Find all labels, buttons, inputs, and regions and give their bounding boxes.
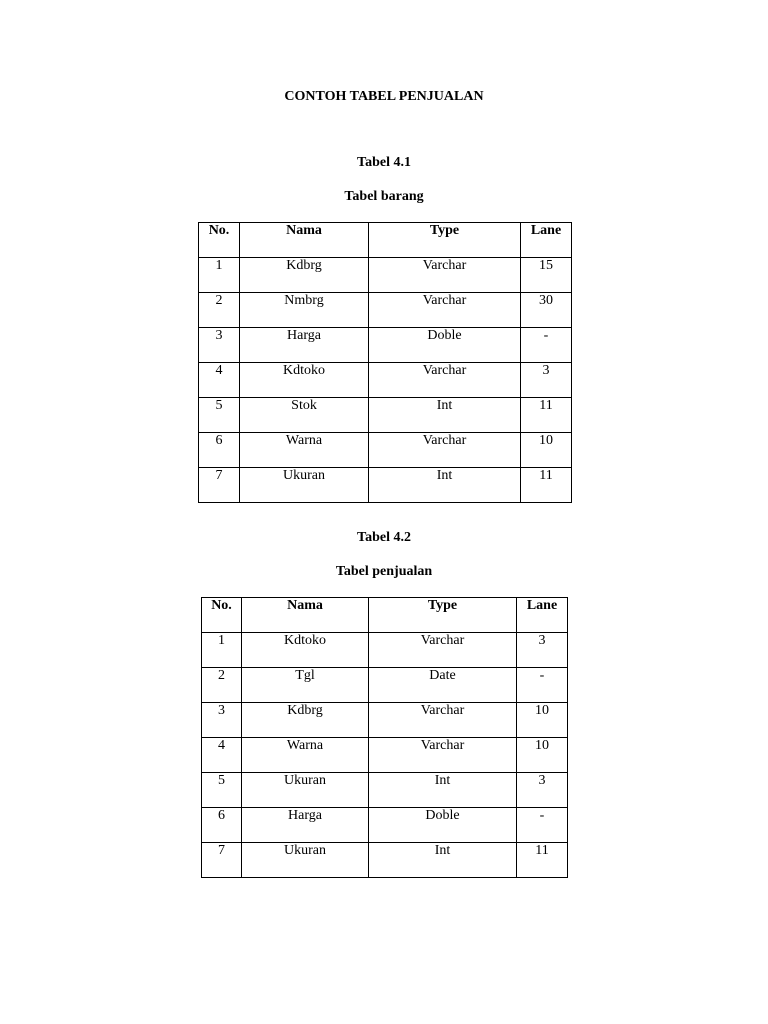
table-row [199,433,572,468]
cell-nama: Ukuran [242,773,369,808]
cell-lane: 10 [521,433,572,468]
page-title: CONTOH TABEL PENJUALAN [284,89,484,104]
cell-no: 5 [199,398,240,433]
cell-nama: Kdbrg [240,258,369,293]
table-row [199,293,572,328]
header-no: No. [199,223,240,258]
cell-no: 3 [202,703,242,738]
table-2-number: Tabel 4.2 [357,530,411,545]
cell-lane: 11 [521,468,572,503]
cell-no: 4 [202,738,242,773]
cell-no: 6 [199,433,240,468]
table-header-row [202,598,568,633]
table-1-number: Tabel 4.1 [357,155,411,170]
cell-nama: Warna [242,738,369,773]
cell-lane: 11 [517,843,568,878]
cell-type: Doble [369,808,517,843]
table-row [199,398,572,433]
cell-type: Varchar [369,633,517,668]
header-nama: Nama [242,598,369,633]
cell-type: Varchar [369,363,521,398]
cell-lane: - [521,328,572,363]
table-row [202,703,568,738]
cell-lane: 10 [517,703,568,738]
cell-type: Int [369,773,517,808]
cell-no: 6 [202,808,242,843]
cell-nama: Kdtoko [242,633,369,668]
cell-lane: - [517,808,568,843]
cell-no: 1 [202,633,242,668]
cell-type: Date [369,668,517,703]
header-type: Type [369,223,521,258]
cell-lane: 30 [521,293,572,328]
cell-type: Int [369,843,517,878]
table-header-row [199,223,572,258]
header-lane: Lane [517,598,568,633]
cell-no: 7 [202,843,242,878]
cell-type: Varchar [369,433,521,468]
cell-no: 4 [199,363,240,398]
cell-type: Varchar [369,258,521,293]
table-2-caption: Tabel penjualan [335,564,433,579]
table-row [199,328,572,363]
cell-lane: 10 [517,738,568,773]
header-type: Type [369,598,517,633]
table-row [202,668,568,703]
cell-type: Varchar [369,293,521,328]
cell-lane: 11 [521,398,572,433]
cell-nama: Kdbrg [242,703,369,738]
cell-type: Int [369,398,521,433]
cell-lane: 3 [517,773,568,808]
table-row [202,773,568,808]
cell-lane: 15 [521,258,572,293]
cell-no: 2 [199,293,240,328]
table-row [202,808,568,843]
cell-type: Varchar [369,703,517,738]
table-row [199,468,572,503]
cell-no: 3 [199,328,240,363]
table-row [202,843,568,878]
cell-nama: Nmbrg [240,293,369,328]
cell-no: 1 [199,258,240,293]
cell-nama: Warna [240,433,369,468]
cell-nama: Kdtoko [240,363,369,398]
table-barang [198,222,572,503]
cell-nama: Tgl [242,668,369,703]
header-nama: Nama [240,223,369,258]
cell-no: 5 [202,773,242,808]
cell-nama: Stok [240,398,369,433]
table-row [199,363,572,398]
table-row [202,738,568,773]
header-lane: Lane [521,223,572,258]
cell-no: 7 [199,468,240,503]
table-1-caption: Tabel barang [344,189,424,204]
cell-type: Varchar [369,738,517,773]
cell-lane: 3 [521,363,572,398]
cell-nama: Ukuran [240,468,369,503]
cell-nama: Ukuran [242,843,369,878]
table-row [199,258,572,293]
cell-lane: - [517,668,568,703]
header-no: No. [202,598,242,633]
cell-lane: 3 [517,633,568,668]
cell-type: Int [369,468,521,503]
cell-nama: Harga [240,328,369,363]
cell-no: 2 [202,668,242,703]
cell-type: Doble [369,328,521,363]
table-row [202,633,568,668]
cell-nama: Harga [242,808,369,843]
table-penjualan [201,597,568,878]
